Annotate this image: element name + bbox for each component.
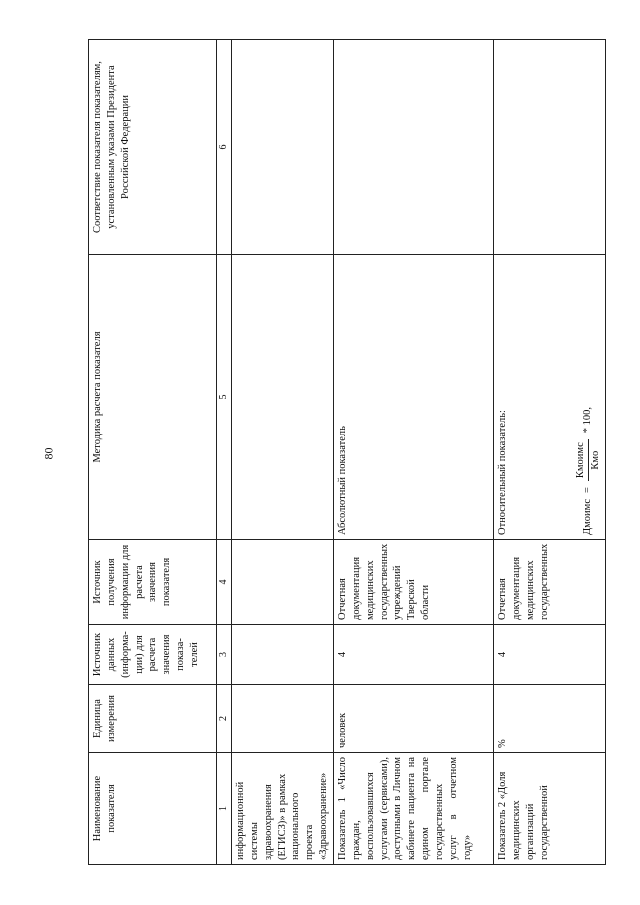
indicators-table <box>88 39 606 865</box>
formula-denominator: Кмо <box>589 450 601 470</box>
method-text: Относительный показатель: <box>497 410 509 535</box>
source-cell <box>232 625 334 685</box>
column-number: 6 <box>217 40 232 255</box>
indicator-name: информационной системы здравоохранения (ЕГИСЗ)» в рамках национального проекта «Здравоохранение» <box>232 753 334 865</box>
table-row <box>494 40 606 865</box>
formula-equals: = <box>582 487 594 494</box>
column-number: 3 <box>217 625 232 685</box>
formula <box>574 259 603 535</box>
column-number: 5 <box>217 255 232 540</box>
formula-numerator: Кмоимс <box>574 439 589 481</box>
column-number: 1 <box>217 753 232 865</box>
indicator-name: Показатель 2 «Доля медицинских организаций государственной <box>494 753 606 865</box>
compliance-cell <box>334 40 494 255</box>
source-cell: 4 <box>334 625 494 685</box>
column-number: 4 <box>217 540 232 625</box>
formula-fraction <box>574 439 603 481</box>
unit-cell: человек <box>334 685 494 753</box>
page-number: 80 <box>41 447 56 460</box>
origin-cell <box>232 540 334 625</box>
compliance-cell <box>232 40 334 255</box>
header-name: Наименование показателя <box>89 753 217 865</box>
table-row <box>334 40 494 865</box>
formula-rhs: * 100, <box>582 407 594 434</box>
source-cell: 4 <box>494 625 606 685</box>
table-row <box>232 40 334 865</box>
method-cell <box>494 255 606 540</box>
formula-lhs: Дмоимс <box>582 499 594 535</box>
unit-cell: % <box>494 685 606 753</box>
origin-cell: Отчетная документация медицинских государственных учреждений Тверской области <box>334 540 494 625</box>
method-cell <box>232 255 334 540</box>
unit-cell <box>232 685 334 753</box>
header-compliance: Соответствие показателя показателям, установленным указами Президента Российской Федерации <box>89 40 217 255</box>
rotated-table-area <box>88 40 601 865</box>
origin-cell: Отчетная документация медицинских государственных <box>494 540 606 625</box>
header-info-origin: Источник получения информации для расчета значения показателя <box>89 540 217 625</box>
header-unit: Единица измерения <box>89 685 217 753</box>
header-method: Методика расчета показателя <box>89 255 217 540</box>
compliance-cell <box>494 40 606 255</box>
header-data-source: Источник данных (информа-ции) для расчета значения показа-телей <box>89 625 217 685</box>
method-cell: Абсолютный показатель <box>334 255 494 540</box>
indicator-name: Показатель 1 «Число граждан, воспользовавшихся услугами (сервисами), доступными в Личном кабинете пациента на едином портале государственных услуг в отчетном году» <box>334 753 494 865</box>
column-number: 2 <box>217 685 232 753</box>
